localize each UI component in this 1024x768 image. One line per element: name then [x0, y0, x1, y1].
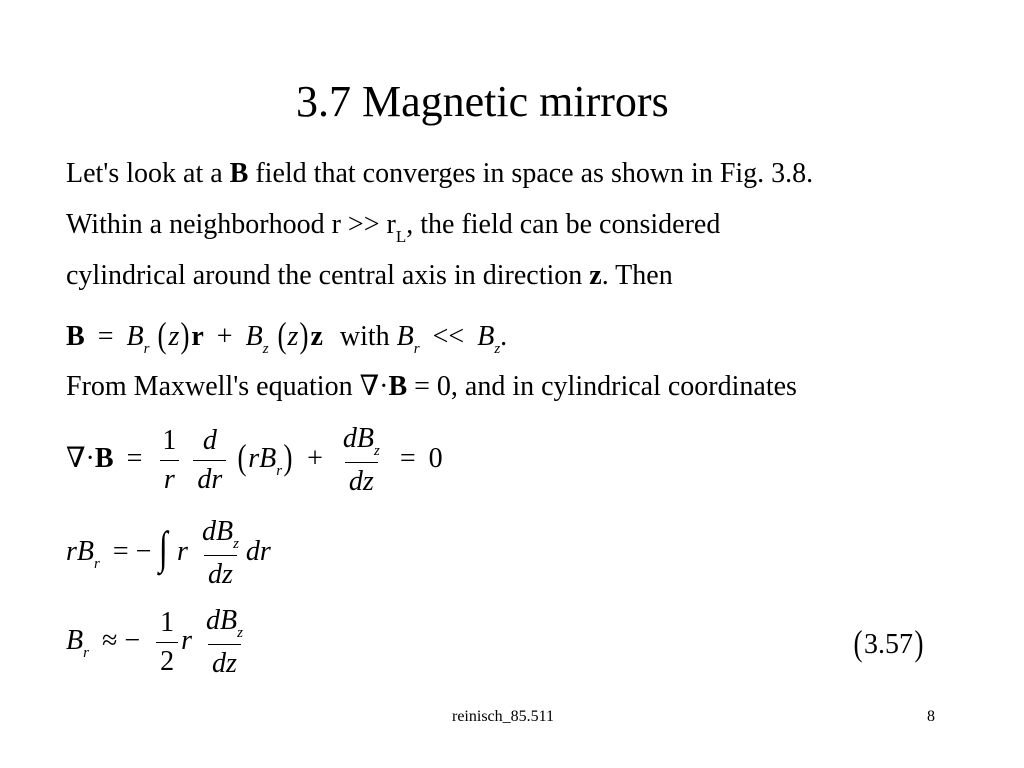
eq-field-dot: . — [500, 321, 508, 352]
int-rBr: rB — [66, 535, 94, 567]
approx-r: r — [181, 624, 193, 656]
frac-num-1: 1 — [162, 425, 177, 456]
text-line-3 — [66, 260, 673, 292]
div-zero: 0 — [428, 442, 443, 474]
div-rBr: rB — [248, 442, 277, 474]
eq-field-rvec: r — [191, 321, 204, 352]
int-r: r — [177, 535, 188, 567]
paren-close-2: ) — [299, 315, 309, 355]
line3-post: . Then — [601, 260, 673, 291]
maxwell-bold-B: B — [388, 371, 408, 402]
line3-bold-z: z — [589, 260, 602, 291]
int-r-sub: r — [94, 555, 100, 572]
approx-frac-num-1: 1 — [160, 607, 175, 638]
int-frac-den-dz: dz — [204, 555, 237, 594]
text-line-maxwell — [66, 369, 797, 403]
line2-sub-l: L — [395, 227, 407, 246]
frac-approx-dBz-over-dz — [202, 602, 247, 683]
div-plus: + — [307, 442, 323, 474]
frac-int-dBz-over-dz — [198, 513, 243, 594]
approx-frac-num — [202, 602, 247, 644]
eq-field-B: B — [66, 321, 85, 352]
approx-r-sub: r — [83, 644, 89, 661]
int-dr: dr — [245, 535, 271, 567]
slide-title: 3.7 Magnetic mirrors — [296, 77, 669, 126]
line2-post: , the field can be considered — [406, 209, 721, 240]
frac-num-d: d — [202, 425, 217, 456]
maxwell-post: and in cylindrical coordinates — [457, 371, 797, 402]
eq-field-equals: = — [97, 321, 114, 352]
int-frac-num — [198, 513, 243, 555]
frac-one-over-r — [158, 422, 180, 499]
eq-field-Br2: B — [396, 321, 414, 352]
integral-sign: ∫ — [159, 521, 169, 573]
frac-num-dBz — [339, 420, 384, 462]
eq-field-z-sub2: z — [494, 341, 501, 357]
eq-field-Br: B — [126, 321, 144, 352]
line1-post: field that converges in space as shown in Fig. 3.8. — [248, 158, 814, 189]
maxwell-eq: = 0, — [407, 371, 458, 402]
line1-pre: Let's look at a — [66, 158, 230, 189]
line2-pre: Within a neighborhood r >> r — [66, 209, 396, 240]
eq-field-plus: + — [216, 321, 233, 352]
eq-field-Bz: B — [245, 321, 263, 352]
approx-frac-den-dz: dz — [208, 644, 241, 683]
equation-field — [66, 312, 508, 357]
paren-close-3: ) — [283, 436, 293, 477]
eq-field-ll: << — [432, 321, 465, 352]
footer-course-code: reinisch_85.511 — [452, 708, 555, 725]
dBz-sub: z — [374, 443, 380, 459]
eq-field-z-sub: z — [262, 341, 269, 357]
eq-field-Bz2: B — [477, 321, 495, 352]
equation-divergence — [66, 420, 443, 501]
frac-den-r: r — [160, 460, 179, 499]
approx-frac-den-2: 2 — [156, 642, 178, 681]
approx-dBz-sub: z — [237, 625, 243, 641]
footer-page-number: 8 — [927, 708, 935, 725]
div-nabla: ∇· — [66, 442, 95, 474]
paren-open-3: ( — [237, 436, 247, 477]
maxwell-nabla: ∇· — [359, 371, 389, 402]
maxwell-pre: From Maxwell's equation — [66, 371, 360, 402]
approx-dBz-text: dB — [206, 605, 238, 636]
line3-pre: cylindrical around the central axis in direction — [66, 260, 590, 291]
equation-number — [852, 620, 925, 662]
approx-Br: B — [66, 624, 84, 656]
frac-d-over-dr — [193, 422, 226, 499]
div-equals-2: = — [399, 442, 416, 474]
frac-den-dr: dr — [193, 460, 226, 499]
eqnum-paren-open: ( — [853, 623, 863, 663]
int-equals-minus: = − — [112, 535, 152, 567]
int-dBz-text: dB — [201, 516, 234, 547]
paren-open: ( — [157, 315, 167, 355]
equation-integral — [66, 513, 271, 594]
int-dBz-sub: z — [233, 536, 239, 552]
text-line-1 — [66, 158, 813, 190]
paren-open-2: ( — [277, 315, 287, 355]
eq-field-r-sub2: r — [413, 341, 420, 357]
eq-field-r-sub: r — [143, 341, 150, 357]
frac-one-half — [156, 604, 178, 681]
dBz-text: dB — [342, 423, 375, 454]
eqnum-paren-close: ) — [914, 623, 924, 663]
frac-dBz-over-dz — [339, 420, 384, 501]
eq-field-with: with — [339, 321, 390, 352]
text-line-2 — [66, 209, 721, 246]
div-equals: = — [126, 442, 143, 474]
equation-approx — [66, 602, 250, 683]
paren-close: ) — [180, 315, 190, 355]
line1-bold-b: B — [229, 158, 249, 189]
equation-number-label: 3.57 — [864, 629, 913, 660]
eq-field-z1: z — [168, 321, 180, 352]
div-bold-B: B — [94, 442, 114, 474]
eq-field-zvec: z — [310, 321, 323, 352]
eq-field-z2: z — [287, 321, 299, 352]
approx-sign: ≈ − — [101, 624, 141, 656]
frac-den-dz: dz — [345, 462, 378, 501]
div-r-sub: r — [276, 462, 283, 479]
